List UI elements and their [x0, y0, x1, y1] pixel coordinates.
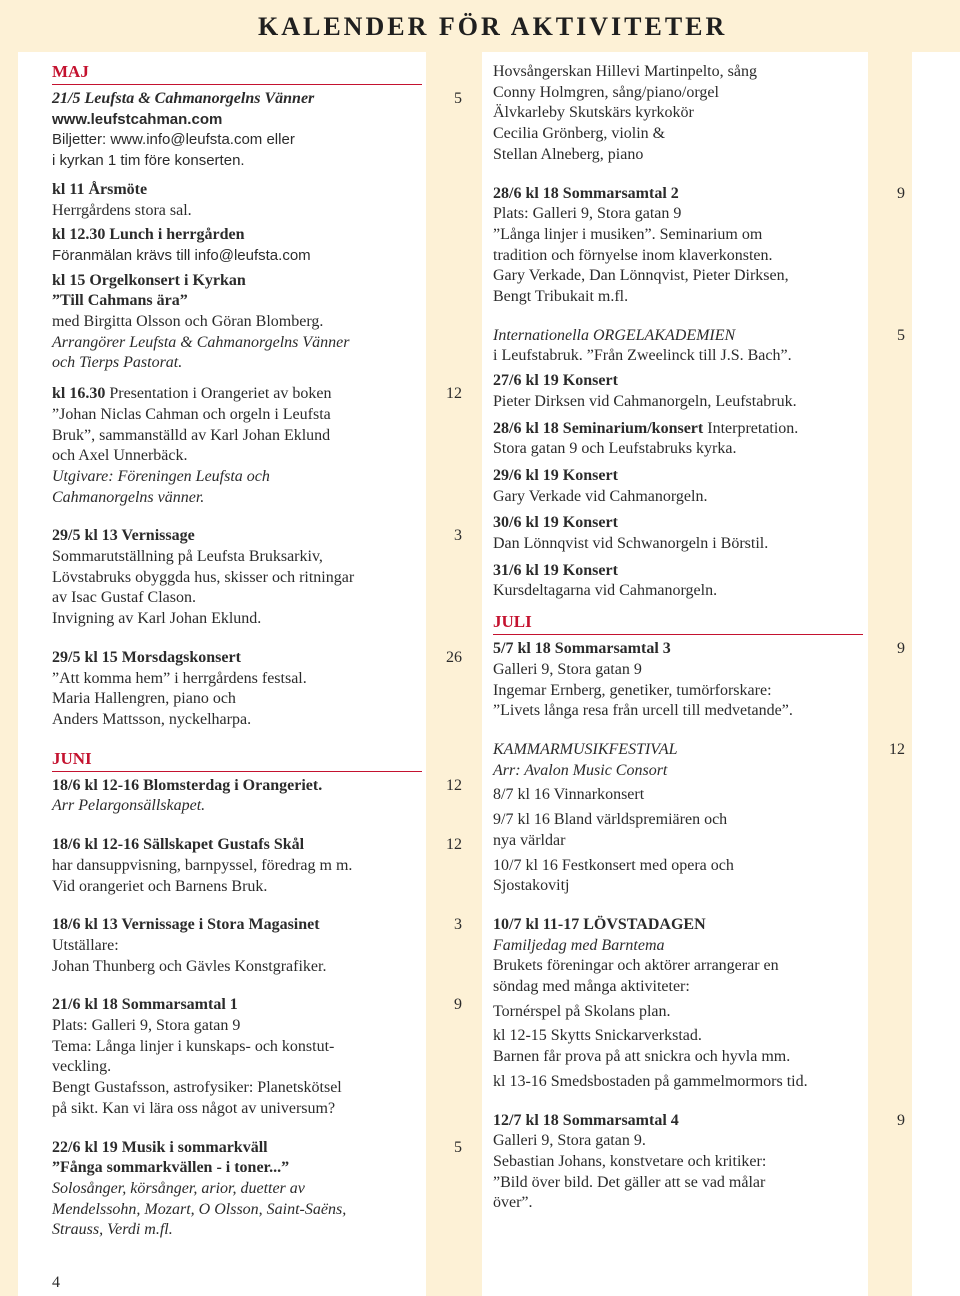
page-ref: 12: [889, 740, 905, 758]
event-line: ”Johan Niclas Cahman och orgeln i Leufsta: [52, 405, 331, 423]
page-ref: 5: [454, 1138, 462, 1156]
event-line: och Tierps Pastorat.: [52, 354, 183, 372]
event-line: över”.: [493, 1194, 533, 1212]
event-line: Sjostakovitj: [493, 877, 570, 895]
event-line: Sebastian Johans, konstvetare och kritiker:: [493, 1152, 767, 1170]
event-url: www.leufstcahman.com: [52, 110, 223, 128]
event-line: ”Att komma hem” i herrgårdens festsal.: [52, 669, 307, 687]
event-line: Vid orangeriet och Barnens Bruk.: [52, 877, 268, 895]
event-line: Stellan Alneberg, piano: [493, 145, 644, 163]
event-line: har dansuppvisning, barnpyssel, föredrag m m.: [52, 856, 353, 874]
event-line: Arr Pelargonsällskapet.: [52, 797, 206, 815]
event-line: Bengt Tribukait m.fl.: [493, 288, 629, 306]
event-vinnarkonsert: [493, 785, 905, 806]
event-line: Hovsångerskan Hillevi Martinpelto, sång: [493, 63, 757, 80]
month-heading-maj: MAJ: [52, 62, 422, 85]
page-ref: 9: [897, 640, 905, 658]
event-title: 28/6 kl 18 Sommarsamtal 2: [493, 184, 679, 202]
event-title: KAMMARMUSIKFESTIVAL: [493, 740, 678, 758]
event-line: Maria Hallengren, piano och: [52, 690, 236, 708]
event-line: Pieter Dirksen vid Cahmanorgeln, Leufstabruk.: [493, 392, 797, 410]
event-line: Arrangörer Leufsta & Cahmanorgelns Vänner: [52, 333, 350, 351]
event-line: Anders Mattsson, nyckelharpa.: [52, 710, 252, 728]
event-snickarverkstad: [493, 1026, 905, 1067]
event-line: Bengt Gustafsson, astrofysiker: Planetskötsel: [52, 1079, 342, 1097]
event-line: Plats: Galleri 9, Stora gatan 9: [493, 205, 682, 223]
event-line: Johan Thunberg och Gävles Konstgrafiker.: [52, 957, 327, 975]
event-line: Stora gatan 9 och Leufstabruks kyrka.: [493, 440, 737, 458]
left-column: [52, 62, 470, 1251]
event-juni-sommarsamtal-1: [52, 995, 470, 1119]
event-line: ”Långa linjer i musiken”. Seminarium om: [493, 225, 763, 243]
event-line: tradition och förnyelse inom klaverkonsten.: [493, 246, 773, 264]
event-title: 29/5 kl 13 Vernissage: [52, 527, 195, 545]
event-line: ”Livets långa resa från urcell till medvetande”.: [493, 702, 793, 720]
event-title: 22/6 kl 19 Musik i sommarkväll: [52, 1138, 268, 1156]
event-line: Gary Verkade vid Cahmanorgeln.: [493, 487, 708, 505]
month-heading-juli: JULI: [493, 612, 863, 635]
event-line: Cecilia Grönberg, violin &: [493, 125, 666, 143]
event-title: 21/6 kl 18 Sommarsamtal 1: [52, 996, 238, 1014]
event-title-caps: ORGELAKADEMIEN: [592, 326, 736, 344]
event-line: Mendelssohn, Mozart, O Olsson, Saint-Saëns,: [52, 1200, 347, 1218]
event-festkonsert: [493, 856, 905, 897]
event-line: Galleri 9, Stora gatan 9: [493, 660, 642, 678]
page-ref: 9: [454, 996, 462, 1014]
event-sommarsamtal-3: [493, 639, 905, 722]
event-line: av Isac Gustaf Clason.: [52, 589, 196, 607]
event-maj-vernissage: [52, 526, 470, 630]
event-title: 12/7 kl 18 Sommarsamtal 4: [493, 1111, 679, 1129]
event-title: 18/6 kl 12-16 Blomsterdag i Orangeriet.: [52, 776, 323, 794]
event-line: Dan Lönnqvist vid Schwanorgeln i Börstil.: [493, 535, 769, 553]
event-title-rest: Presentation i Orangeriet av boken: [105, 385, 332, 403]
event-orgelakademien: [493, 326, 905, 367]
month-heading-juni: JUNI: [52, 749, 422, 772]
event-line: Galleri 9, Stora gatan 9.: [493, 1132, 646, 1150]
event-juni-gustafs-skal: [52, 835, 470, 897]
event-line: 9/7 kl 16 Bland världspremiären och: [493, 811, 728, 829]
event-line: i kyrkan 1 tim före konserten.: [52, 152, 245, 170]
event-line: Invigning av Karl Johan Eklund.: [52, 610, 262, 628]
event-sommarsamtal-2: [493, 184, 905, 308]
event-line: kl 12-15 Skytts Snickarverkstad.: [493, 1027, 702, 1045]
event-line: Conny Holmgren, sång/piano/orgel: [493, 83, 719, 101]
event-line: på sikt. Kan vi lära oss något av universum?: [52, 1099, 336, 1117]
page-ref: 12: [446, 385, 462, 403]
event-line: nya världar: [493, 831, 566, 849]
event-line: Lövstabruks obyggda hus, skisser och ritningar: [52, 568, 355, 586]
page-ref: 26: [446, 648, 462, 666]
event-line: Barnen får prova på att snickra och hyvla mm.: [493, 1048, 791, 1066]
event-juni-musik-sommarkvall: [52, 1138, 470, 1242]
event-line: Cahmanorgelns vänner.: [52, 488, 205, 506]
event-lovstadagen: [493, 915, 905, 998]
event-30-6-konsert: [493, 513, 905, 554]
page-ref: 9: [897, 184, 905, 202]
event-line: i Leufstabruk. ”Från Zweelinck till J.S. Bach”.: [493, 347, 792, 365]
event-title: 29/6 kl 19 Konsert: [493, 466, 618, 484]
event-subtitle: kl 12.30 Lunch i herrgården: [52, 226, 245, 244]
event-title: 31/6 kl 19 Konsert: [493, 561, 618, 579]
event-line: söndag med många aktiviteter:: [493, 978, 690, 996]
event-maj-leufsta: [52, 89, 470, 374]
event-title: 30/6 kl 19 Konsert: [493, 514, 618, 532]
event-maj-morsdag: [52, 648, 470, 731]
event-29-6-konsert: [493, 466, 905, 507]
event-31-6-konsert: [493, 561, 905, 602]
event-tornerspel: [493, 1002, 905, 1023]
event-line: Solosånger, körsånger, arior, duetter av: [52, 1179, 305, 1197]
event-title: 27/6 kl 19 Konsert: [493, 372, 618, 390]
event-line: och Axel Unnerbäck.: [52, 447, 188, 465]
event-line: ”Bild över bild. Det gäller att se vad målar: [493, 1173, 766, 1191]
right-column: [493, 62, 905, 1224]
event-line: Plats: Galleri 9, Stora gatan 9: [52, 1017, 241, 1035]
event-line: Familjedag med Barntema: [493, 936, 665, 954]
event-subtitle: ”Fånga sommarkvällen - i toner...”: [52, 1159, 290, 1177]
event-27-6-konsert: [493, 371, 905, 412]
page-ref: 5: [897, 326, 905, 344]
event-line: Kursdeltagarna vid Cahmanorgeln.: [493, 582, 718, 600]
event-maj-presentation: [52, 384, 470, 508]
event-line: Biljetter: www.info@leufsta.com eller: [52, 131, 295, 149]
event-line: Tornérspel på Skolans plan.: [493, 1002, 671, 1020]
event-title: 10/7 kl 11-17 LÖVSTADAGEN: [493, 915, 706, 933]
event-kammarmusikfestival: [493, 740, 905, 781]
event-title-rest: Interpretation.: [703, 419, 799, 437]
event-varldspremiaren: [493, 810, 905, 851]
event-title: kl 16.30: [52, 385, 106, 403]
event-line: Utgivare: Föreningen Leufsta och: [52, 467, 270, 485]
event-subtitle: ”Till Cahmans ära”: [52, 292, 188, 310]
event-line: med Birgitta Olsson och Göran Blomberg.: [52, 313, 324, 331]
event-subtitle: kl 15 Orgelkonsert i Kyrkan: [52, 271, 246, 289]
event-line: 10/7 kl 16 Festkonsert med opera och: [493, 856, 734, 874]
page-ref: 3: [454, 527, 462, 545]
event-line: Sommarutställning på Leufsta Bruksarkiv,: [52, 548, 323, 566]
page-ref: 5: [454, 90, 462, 107]
event-title: 21/5 Leufsta & Cahmanorgelns Vänner: [52, 90, 315, 107]
event-title: 5/7 kl 18 Sommarsamtal 3: [493, 640, 671, 658]
event-title: 18/6 kl 12-16 Sällskapet Gustafs Skål: [52, 836, 305, 854]
event-title: Internationella: [493, 326, 593, 344]
event-juni-blomsterdag: [52, 776, 470, 817]
event-line: Arr: Avalon Music Consort: [493, 761, 668, 779]
page-ref: 3: [454, 916, 462, 934]
event-performers: [493, 62, 905, 166]
event-line: Strauss, Verdi m.fl.: [52, 1221, 173, 1239]
event-line: Bruk”, sammanställd av Karl Johan Eklund: [52, 426, 331, 444]
event-line: Herrgårdens stora sal.: [52, 201, 192, 219]
event-juni-stora-magasinet: [52, 915, 470, 977]
event-line: Brukets föreningar och aktörer arrangerar en: [493, 957, 779, 975]
event-title: 29/5 kl 15 Morsdagskonsert: [52, 648, 241, 666]
page-ref: 12: [446, 836, 462, 854]
left-margin-band: [0, 46, 18, 1296]
event-line: Föranmälan krävs till info@leufsta.com: [52, 246, 311, 264]
event-line: Tema: Långa linjer i kunskaps- och konstut-: [52, 1037, 335, 1055]
event-line: Ingemar Ernberg, genetiker, tumörforskare:: [493, 681, 772, 699]
event-line: Utställare:: [52, 936, 119, 954]
page-title: KALENDER FÖR AKTIVITETER: [258, 12, 728, 41]
event-smedsbostaden: [493, 1072, 905, 1093]
page-ref: 9: [897, 1111, 905, 1129]
event-sommarsamtal-4: [493, 1111, 905, 1215]
page-number: 4: [52, 1274, 60, 1291]
event-28-6-seminarium: [493, 419, 905, 460]
event-line: Älvkarleby Skutskärs kyrkokör: [493, 104, 694, 122]
event-line: veckling.: [52, 1058, 112, 1076]
event-line: 8/7 kl 16 Vinnarkonsert: [493, 786, 645, 804]
event-title: 28/6 kl 18 Seminarium/konsert: [493, 419, 704, 437]
event-line: kl 13-16 Smedsbostaden på gammelmormors tid.: [493, 1072, 808, 1090]
page-ref: 12: [446, 776, 462, 794]
event-subtitle: kl 11 Årsmöte: [52, 180, 148, 198]
event-line: Gary Verkade, Dan Lönnqvist, Pieter Dirksen,: [493, 267, 789, 285]
event-title: 18/6 kl 13 Vernissage i Stora Magasinet: [52, 916, 320, 934]
